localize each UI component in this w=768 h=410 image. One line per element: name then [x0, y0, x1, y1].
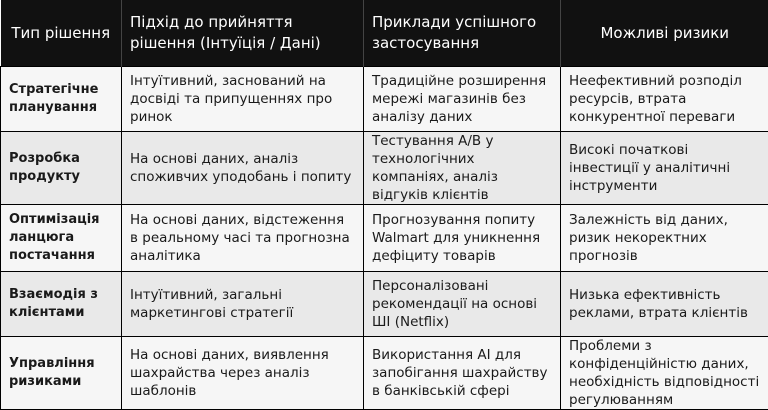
cell-approach: На основі даних, аналіз споживчих уподобань і попиту [122, 132, 364, 205]
cell-decision-type: Управління ризиками [1, 337, 122, 410]
cell-examples: Тестування A/B у технологічних компаніях, аналіз відгуків клієнтів [364, 132, 561, 205]
table-row [1, 272, 768, 337]
cell-examples: Традиційне розширення мережі магазинів без аналізу даних [364, 67, 561, 132]
cell-examples: Персоналізовані рекомендації на основі ШІ (Netflix) [364, 272, 561, 337]
table-row [1, 67, 768, 132]
cell-approach: На основі даних, виявлення шахрайства через аналіз шаблонів [122, 337, 364, 410]
cell-risks: Низька ефективність реклами, втрата клієнтів [561, 272, 768, 337]
cell-decision-type: Розробка продукту [1, 132, 122, 205]
header-approach: Підхід до прийняття рішення (Інтуїція / Дані) [122, 0, 364, 67]
cell-approach: На основі даних, відстеження в реальному часі та прогнозна аналітика [122, 205, 364, 272]
cell-risks: Неефективний розподіл ресурсів, втрата конкурентної переваги [561, 67, 768, 132]
cell-examples: Використання AI для запобігання шахрайству в банківській сфері [364, 337, 561, 410]
cell-risks: Проблеми з конфіденційністю даних, необхідність відповідності регулюванням [561, 337, 768, 410]
table-row [1, 132, 768, 205]
header-risks: Можливі ризики [561, 0, 768, 67]
table-header-row [1, 0, 768, 67]
cell-risks: Залежність від даних, ризик некоректних прогнозів [561, 205, 768, 272]
cell-decision-type: Взаємодія з клієнтами [1, 272, 122, 337]
cell-decision-type: Стратегічне планування [1, 67, 122, 132]
cell-risks: Високі початкові інвестиції у аналітичні інструменти [561, 132, 768, 205]
cell-approach: Інтуїтивний, загальні маркетингові стратегії [122, 272, 364, 337]
header-examples: Приклади успішного застосування [364, 0, 561, 67]
table-row [1, 337, 768, 410]
cell-decision-type: Оптимізація ланцюга постачання [1, 205, 122, 272]
header-decision-type: Тип рішення [1, 0, 122, 67]
table-row [1, 205, 768, 272]
cell-examples: Прогнозування попиту Walmart для уникнення дефіциту товарів [364, 205, 561, 272]
cell-approach: Інтуїтивний, заснований на досвіді та припущеннях про ринок [122, 67, 364, 132]
